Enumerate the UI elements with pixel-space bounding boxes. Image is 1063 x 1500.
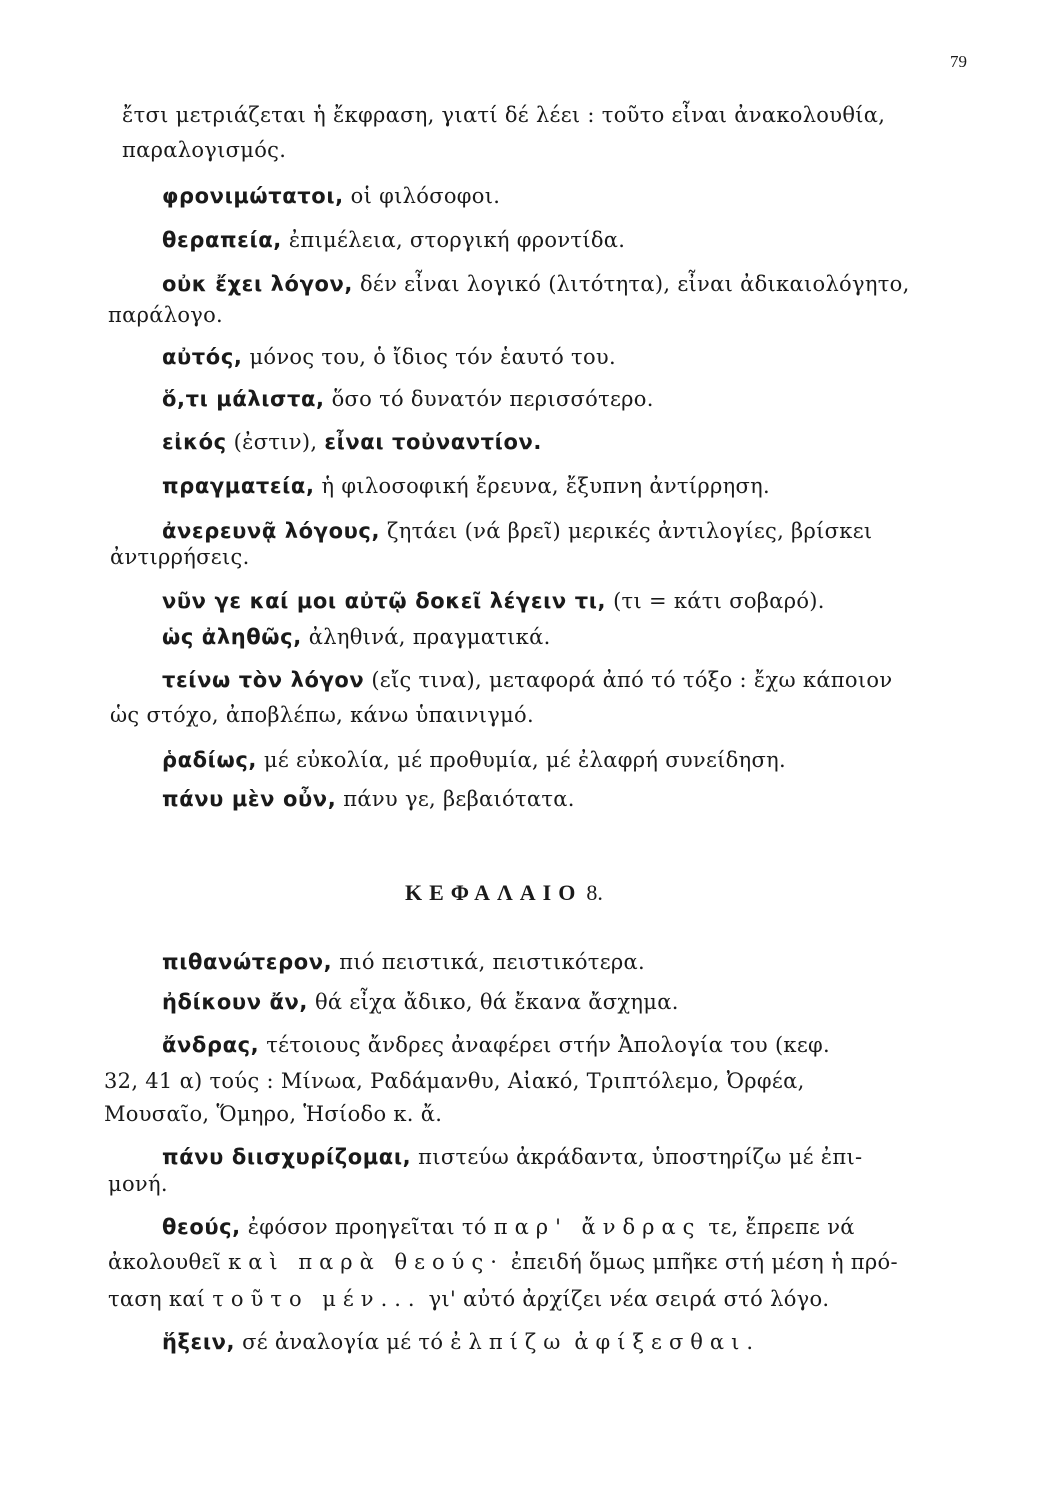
- gloss-term: ῥαδίως,: [162, 748, 257, 772]
- gloss-definition: θά εἶχα ἄδικο, θά ἔκανα ἄσχημα.: [308, 990, 679, 1014]
- text-line: ἀντιρρήσεις.: [110, 545, 250, 569]
- text-line: μονή.: [108, 1172, 168, 1196]
- gloss-entry: [162, 1033, 830, 1057]
- gloss-term: αὐτός,: [162, 345, 243, 369]
- text-fragment: ταση καί: [108, 1287, 213, 1311]
- gloss-definition: ἡ φιλοσοφική ἔρευνα, ἔξυπνη ἀντίρρηση.: [314, 474, 771, 498]
- quoted-greek: ἐλπίζω: [450, 1330, 568, 1354]
- quoted-greek: παρ' ἄνδρας: [493, 1215, 702, 1239]
- gloss-entry: [162, 990, 679, 1014]
- gloss-definition: τε, ἔπρεπε νά: [701, 1215, 855, 1239]
- gloss-term: ἥξειν,: [162, 1330, 236, 1354]
- text-line: [108, 1250, 898, 1274]
- gloss-term: εἶναι τοὐναντίον.: [324, 430, 542, 454]
- gloss-definition: μόνος του, ὁ ἴδιος τόν ἑαυτό του.: [242, 345, 616, 369]
- gloss-entry: [162, 474, 770, 498]
- text-line: Μουσαῖο, Ὅμηρο, Ἡσίοδο κ. ἄ.: [104, 1102, 443, 1126]
- gloss-definition: πάνυ γε, βεβαιότατα.: [336, 787, 575, 811]
- gloss-definition: (τι = κάτι σοβαρό).: [606, 589, 825, 613]
- gloss-term: θεραπεία,: [162, 228, 282, 252]
- gloss-definition: οἱ φιλόσοφοι.: [343, 184, 501, 208]
- text-fragment: γι' αὐτό ἀρχίζει νέα σειρά στό λόγο.: [421, 1287, 830, 1311]
- gloss-definition: μέ εὐκολία, μέ προθυμία, μέ ἐλαφρή συνείδηση.: [256, 748, 787, 772]
- chapter-heading: [405, 880, 603, 906]
- gloss-definition: ἐπιμέλεια, στοργική φροντίδα.: [281, 228, 626, 252]
- gloss-definition: τέτοιους ἄνδρες ἀναφέρει στήν Ἀπολογία του (κεφ.: [259, 1033, 831, 1057]
- gloss-entry: [162, 950, 645, 974]
- gloss-entry: [162, 1215, 855, 1239]
- text-line: ἔτσι μετριάζεται ἡ ἔκφραση, γιατί δέ λέει : τοῦτο εἶναι ἀνακολουθία,: [122, 103, 886, 127]
- quoted-greek: καὶ παρὰ θεούς·: [228, 1250, 504, 1274]
- gloss-term: ἀνερευνᾷ λόγους,: [162, 519, 381, 543]
- gloss-definition: πιστεύω ἀκράδαντα, ὑποστηρίζω μέ ἐπι-: [411, 1145, 863, 1169]
- gloss-entry: [162, 625, 551, 649]
- text-line: [108, 1287, 829, 1311]
- gloss-definition: (εἴς τινα), μεταφορά ἀπό τό τόξο : ἔχω κάποιον: [364, 668, 893, 692]
- gloss-term: πάνυ διισχυρίζομαι,: [162, 1145, 412, 1169]
- gloss-entry: [162, 589, 825, 613]
- text-line: ὡς στόχο, ἀποβλέπω, κάνω ὑπαινιγμό.: [110, 703, 534, 727]
- gloss-entry: [162, 387, 654, 411]
- gloss-definition: ἐφόσον προηγεῖται τό: [240, 1215, 494, 1239]
- gloss-entry: [162, 787, 575, 811]
- gloss-term: πάνυ μὲν οὖν,: [162, 787, 337, 811]
- gloss-definition: ὅσο τό δυνατόν περισσότερο.: [324, 387, 654, 411]
- gloss-entry: [162, 345, 616, 369]
- gloss-term: ὅ,τι μάλιστα,: [162, 387, 325, 411]
- gloss-term: οὐκ ἔχει λόγον,: [162, 272, 353, 296]
- gloss-term: πιθανώτερον,: [162, 950, 333, 974]
- gloss-definition: ἀληθινά, πραγματικά.: [301, 625, 551, 649]
- quoted-greek: ἀφίξεσθαι.: [574, 1330, 761, 1354]
- gloss-definition: δέν εἶναι λογικό (λιτότητα), εἶναι ἀδικαιολόγητο,: [353, 272, 910, 296]
- quoted-greek: τοῦτο μέν...: [212, 1287, 422, 1311]
- page-number: 79: [950, 52, 967, 71]
- gloss-entry: [162, 748, 786, 772]
- gloss-term: ὡς ἀληθῶς,: [162, 625, 302, 649]
- gloss-term: πραγματεία,: [162, 474, 315, 498]
- gloss-term: τείνω τὸν λόγον: [162, 668, 365, 692]
- text-fragment: ἀκολουθεῖ: [108, 1250, 229, 1274]
- text-line: παραλογισμός.: [122, 138, 287, 162]
- gloss-entry: [162, 519, 872, 543]
- gloss-term: ἠδίκουν ἄν,: [162, 990, 309, 1014]
- gloss-term: θεούς,: [162, 1215, 241, 1239]
- gloss-term: νῦν γε καί μοι αὐτῷ δοκεῖ λέγειν τι,: [162, 589, 607, 613]
- text-line: παράλογο.: [108, 303, 224, 327]
- gloss-entry: [162, 1330, 760, 1354]
- gloss-term: φρονιμώτατοι,: [162, 184, 344, 208]
- text-line: 32, 41 α) τούς : Μίνωα, Ραδάμανθυ, Αἰακό, Τριπτόλεμο, Ὀρφέα,: [104, 1069, 805, 1093]
- gloss-definition: ζητάει (νά βρεῖ) μερικές ἀντιλογίες, βρίσκει: [380, 519, 873, 543]
- gloss-entry: [162, 430, 542, 454]
- chapter-number: 8.: [586, 880, 603, 905]
- gloss-entry: [162, 184, 500, 208]
- gloss-definition: σέ ἀναλογία μέ τό: [235, 1330, 451, 1354]
- chapter-word: ΚΕΦΑΛΑΙΟ: [405, 880, 583, 905]
- gloss-definition: πιό πειστικά, πειστικότερα.: [332, 950, 646, 974]
- gloss-entry: [162, 228, 625, 252]
- gloss-term: εἰκός: [162, 430, 227, 454]
- gloss-definition: (ἐστιν),: [226, 430, 325, 454]
- text-fragment: ἐπειδή ὅμως μπῆκε στή μέση ἡ πρό-: [503, 1250, 898, 1274]
- gloss-entry: [162, 272, 910, 296]
- gloss-entry: [162, 668, 892, 692]
- gloss-term: ἄνδρας,: [162, 1033, 260, 1057]
- gloss-entry: [162, 1145, 862, 1169]
